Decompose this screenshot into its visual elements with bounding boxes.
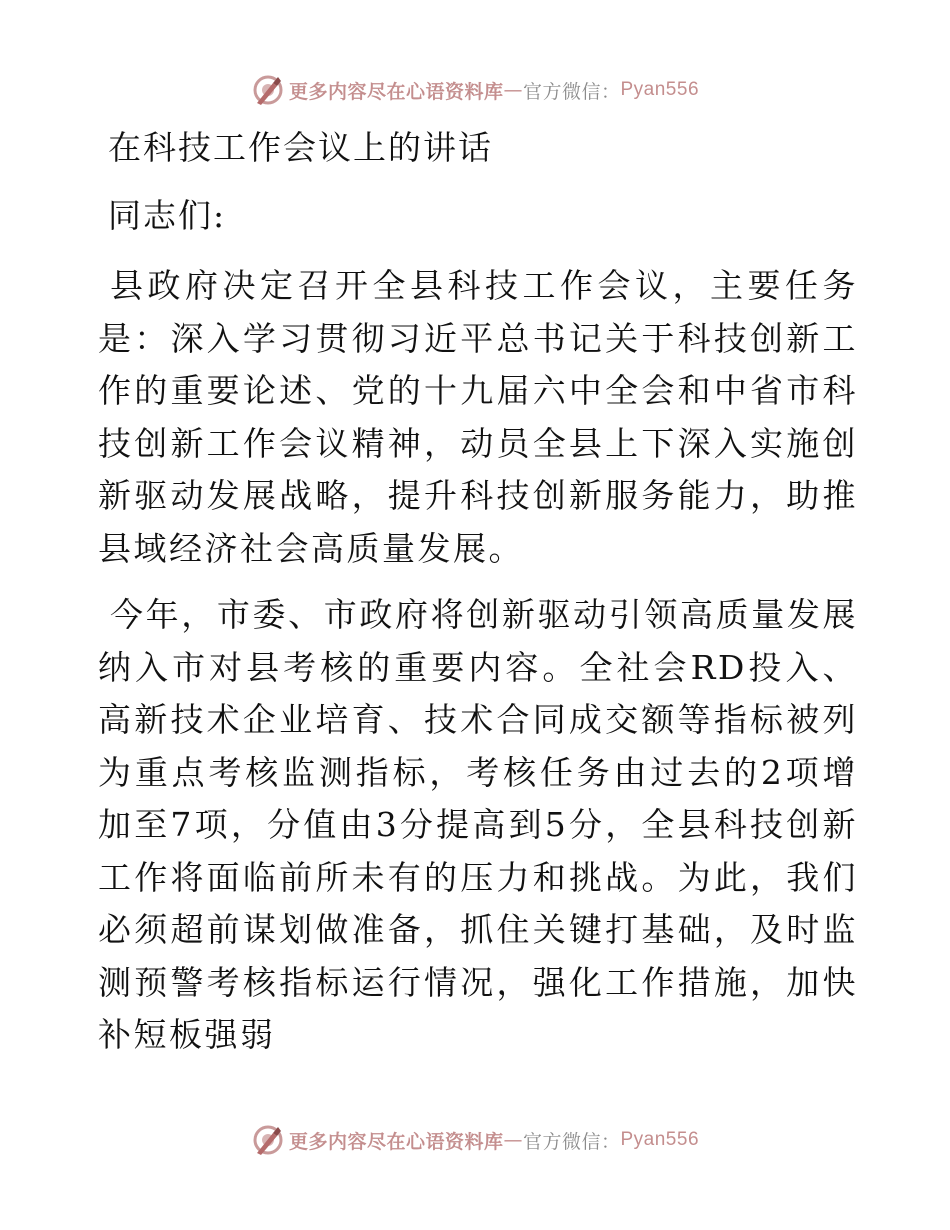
watermark-brand: 更多内容尽在心语资料库 <box>288 80 504 103</box>
footer-watermark <box>0 1122 950 1158</box>
document-title: 在科技工作会议上的讲话 <box>108 128 493 167</box>
watermark-separator: — <box>503 79 523 101</box>
pen-logo-icon <box>251 1123 285 1157</box>
paragraph-2: 今年，市委、市政府将创新驱动引领高质量发展纳入市对县考核的重要内容。全社会RD投入、高新技术企业培育、技术合同成交额等指标被列为重点考核监测指标，考核任务由过去的2项增加至7项，分值由3分提高到5分，全县科技创新工作将面临前所未有的压力和挑战。为此，我们必须超前谋划做准备，抓住关键打基础，及时监测预警考核指标运行情况，强化工作措施，加快补短板强弱 <box>98 595 858 1054</box>
watermark-official-label: 官方微信： <box>522 1130 621 1153</box>
paragraph-1: 县政府决定召开全县科技工作会议，主要任务是：深入学习贯彻习近平总书记关于科技创新工作的重要论述、党的十九届六中全会和中省市科技创新工作会议精神，动员全县上下深入实施创新驱动发展战略，提升科技创新服务能力，助推县域经济社会高质量发展。 <box>98 266 858 568</box>
watermark-brand: 更多内容尽在心语资料库 <box>288 1130 504 1153</box>
watermark-official-label: 官方微信： <box>522 80 621 103</box>
pen-logo-icon <box>251 73 285 107</box>
header-watermark <box>0 72 950 108</box>
document-body <box>98 122 858 1076</box>
watermark-wechat-id: Pyan556 <box>620 1129 700 1150</box>
watermark-wechat-id: Pyan556 <box>620 79 700 100</box>
greeting: 同志们: <box>108 196 227 235</box>
watermark-separator: — <box>503 1129 523 1151</box>
